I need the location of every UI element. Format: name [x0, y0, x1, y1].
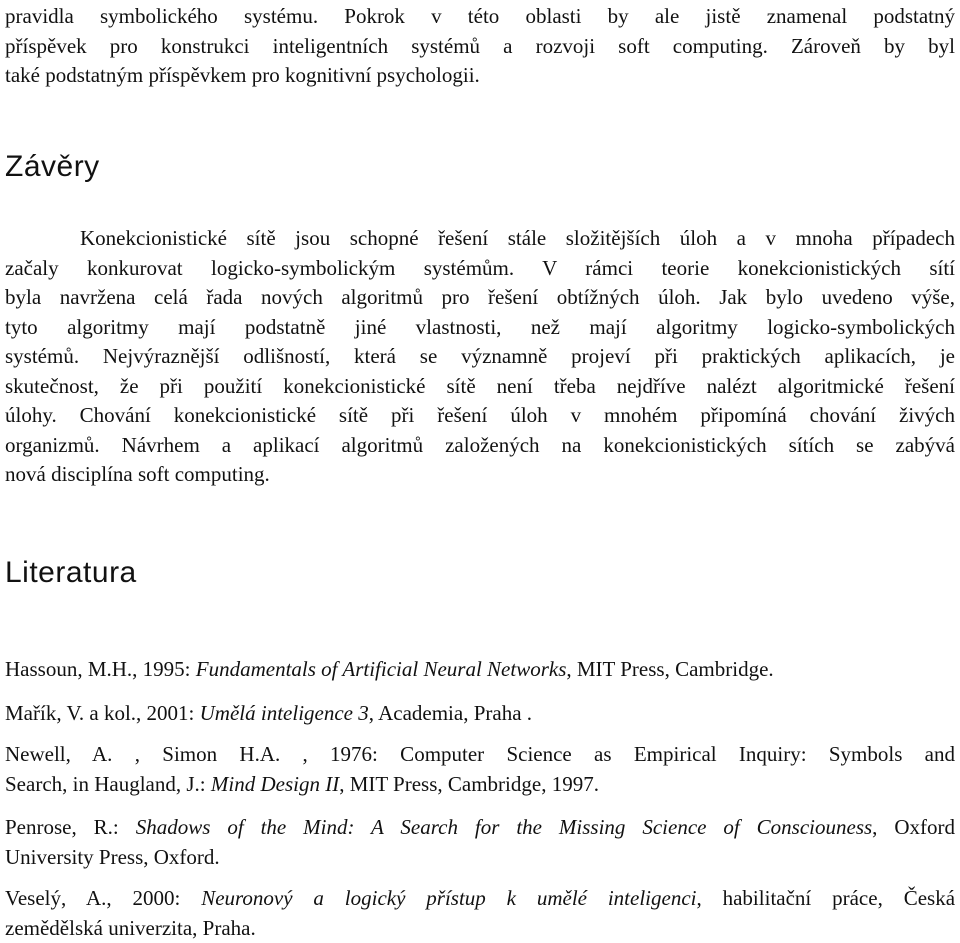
text-line: skutečnost, že při použití konekcionistické sítě není třeba nejdříve nalézt algoritmické řešení [5, 372, 955, 402]
reference-title: Shadows of the Mind: A Search for the Missing Science of Consciouness [136, 815, 872, 839]
text-line: systémů. Nejvýraznější odlišností, která se významně projeví při praktických aplikacích, je [5, 342, 955, 372]
reference-publisher: , MIT Press, Cambridge, 1997. [339, 772, 599, 796]
reference-title: Mind Design II [211, 772, 339, 796]
reference-item [5, 655, 955, 685]
reference-item [5, 740, 955, 799]
reference-authors: Veselý, A., 2000: [5, 886, 201, 910]
conclusions-heading: Závěry [5, 150, 100, 184]
reference-line: Newell, A. , Simon H.A. , 1976: Computer Science as Empirical Inquiry: Symbols and [5, 740, 955, 770]
reference-publisher: , MIT Press, Cambridge. [566, 657, 773, 681]
literature-heading: Literatura [5, 556, 137, 590]
intro-paragraph [5, 2, 955, 91]
text-line: byla navržena celá řada nových algoritmů pro řešení obtížných úloh. Jak bylo uvedeno výše, [5, 283, 955, 313]
reference-line: University Press, Oxford. [5, 843, 955, 873]
reference-item [5, 699, 955, 729]
reference-authors: Hassoun, M.H., 1995: [5, 657, 196, 681]
reference-publisher: , habilitační práce, Česká [697, 886, 956, 910]
text-line: pravidla symbolického systému. Pokrok v této oblasti by ale jistě znamenal podstatný [5, 2, 955, 32]
reference-line: zemědělská univerzita, Praha. [5, 914, 955, 943]
reference-item [5, 884, 955, 943]
reference-title: Umělá inteligence 3 [200, 701, 369, 725]
reference-authors: Mařík, V. a kol., 2001: [5, 701, 200, 725]
reference-publisher: , Oxford [872, 815, 955, 839]
text-line: příspěvek pro konstrukci inteligentních systémů a rozvoji soft computing. Zároveň by byl [5, 32, 955, 62]
reference-item [5, 813, 955, 872]
reference-source: Search, in Haugland, J.: [5, 772, 211, 796]
text-line: nová disciplína soft computing. [5, 460, 955, 490]
text-line: Konekcionistické sítě jsou schopné řešení stále složitějších úloh a v mnoha případech [5, 224, 955, 254]
reference-title: Fundamentals of Artificial Neural Networks [196, 657, 567, 681]
text-line: organizmů. Návrhem a aplikací algoritmů založených na konekcionistických sítích se zabývá [5, 431, 955, 461]
text-line: začaly konkurovat logicko-symbolickým systémům. V rámci teorie konekcionistických sítí [5, 254, 955, 284]
text-line: tyto algoritmy mají podstatně jiné vlastnosti, než mají algoritmy logicko-symbolických [5, 313, 955, 343]
text-line: také podstatným příspěvkem pro kognitivní psychologii. [5, 61, 955, 91]
reference-publisher: , Academia, Praha . [369, 701, 532, 725]
reference-authors: Penrose, R.: [5, 815, 136, 839]
conclusions-paragraph [5, 224, 955, 490]
text-line: úlohy. Chování konekcionistické sítě při řešení úloh v mnohém připomíná chování živých [5, 401, 955, 431]
reference-title: Neuronový a logický přístup k umělé inteligenci [201, 886, 696, 910]
